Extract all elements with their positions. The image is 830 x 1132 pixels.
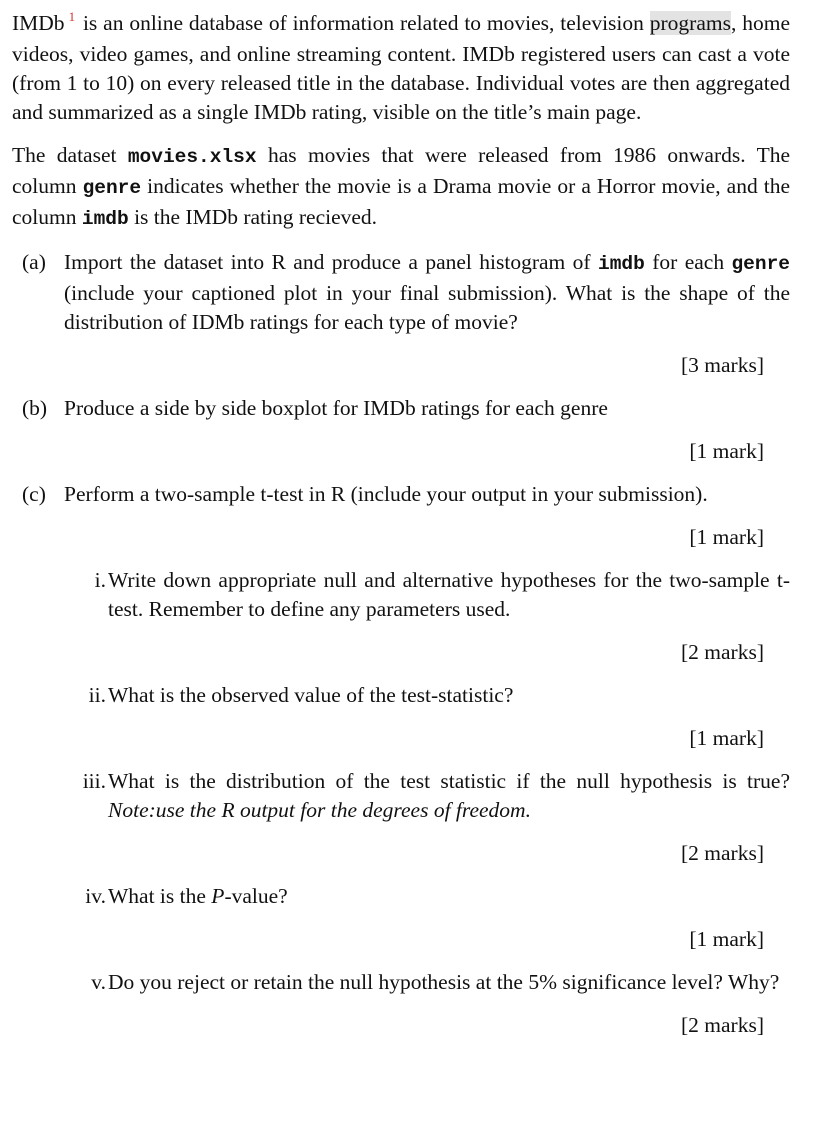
subquestion-iv <box>12 882 790 911</box>
subquestion-label: iv. <box>85 884 106 908</box>
subquestion-v <box>12 968 790 997</box>
intro-text: has movies that were released from 1986 onwards. The column <box>12 143 791 198</box>
column-name-genre: genre <box>731 253 790 275</box>
subquestion-i <box>12 566 790 624</box>
subquestion-text <box>108 882 790 911</box>
question-label: (b) <box>22 396 48 420</box>
highlighted-word: programs <box>649 11 731 35</box>
question-text-part: Import the dataset into R and produce a panel histogram of <box>64 250 591 274</box>
question-text: Produce a side by side boxplot for IMDb ratings for each genre <box>64 396 608 420</box>
marks-label: [3 marks] <box>681 353 764 377</box>
marks-label: [1 mark] <box>689 726 764 750</box>
subquestion-text: Do you reject or retain the null hypothesis at the 5% significance level? Why? <box>108 970 780 994</box>
subquestion-label: ii. <box>88 683 106 707</box>
footnote-marker[interactable]: 1 <box>68 9 76 24</box>
question-text <box>64 248 790 337</box>
marks-label: [1 mark] <box>689 439 764 463</box>
subquestion-text: What is the observed value of the test-statistic? <box>108 683 514 707</box>
intro-text: is the IMDb rating recieved. <box>134 205 378 229</box>
intro-text: indicates whether the movie is a Drama movie or a Horror movie, and the column <box>12 174 791 229</box>
intro-text: IMDb <box>12 11 65 35</box>
subquestion-text: Write down appropriate null and alternative hypotheses for the two-sample t-test. Remember to define any parameters used. <box>108 568 790 621</box>
intro-paragraph-2 <box>12 141 790 234</box>
intro-paragraph-1 <box>12 9 790 127</box>
question-text-part: for each <box>652 250 725 274</box>
subquestion-ii <box>12 681 790 710</box>
subquestion-text <box>108 767 790 825</box>
marks-label: [2 marks] <box>681 640 764 664</box>
marks-label: [2 marks] <box>681 841 764 865</box>
marks-label: [1 mark] <box>689 525 764 549</box>
intro-text: , home videos, video games, and online streaming content. IMDb registered users can cast a vote (from 1 to 10) on every released title in the database. Individual votes are then aggregated and summarized as a single IMDb rating, visible on the title’s main page. <box>12 11 790 124</box>
intro-text: The dataset <box>12 143 117 167</box>
marks-label: [2 marks] <box>681 1013 764 1037</box>
column-name-imdb: imdb <box>598 253 645 275</box>
column-name-genre: genre <box>82 177 142 199</box>
question-c <box>12 480 790 509</box>
subquestion-text-part: What is the <box>108 884 206 908</box>
subquestion-iii <box>12 767 790 825</box>
subquestion-note: Note:use the R output for the degrees of freedom. <box>108 798 531 822</box>
question-label: (a) <box>22 250 46 274</box>
question-label: (c) <box>22 482 46 506</box>
question-a <box>12 248 790 337</box>
dataset-filename: movies.xlsx <box>127 146 257 168</box>
subquestion-label: iii. <box>82 769 106 793</box>
subquestion-label: v. <box>91 970 106 994</box>
p-symbol: P <box>211 884 225 908</box>
intro-text: is an online database of information related to movies, television <box>82 11 644 35</box>
subquestion-text-part: -value? <box>224 884 288 908</box>
question-text: Perform a two-sample t-test in R (include your output in your submission). <box>64 482 708 506</box>
subquestion-text-part: What is the distribution of the test statistic if the null hypothesis is true? <box>108 769 790 793</box>
marks-label: [1 mark] <box>689 927 764 951</box>
document-page <box>12 9 790 1054</box>
question-b <box>12 394 790 423</box>
question-text-part: (include your captioned plot in your final submission). What is the shape of the distribution of IDMb ratings for each type of movie? <box>64 281 790 334</box>
subquestion-label: i. <box>94 568 106 592</box>
column-name-imdb: imdb <box>81 208 129 230</box>
